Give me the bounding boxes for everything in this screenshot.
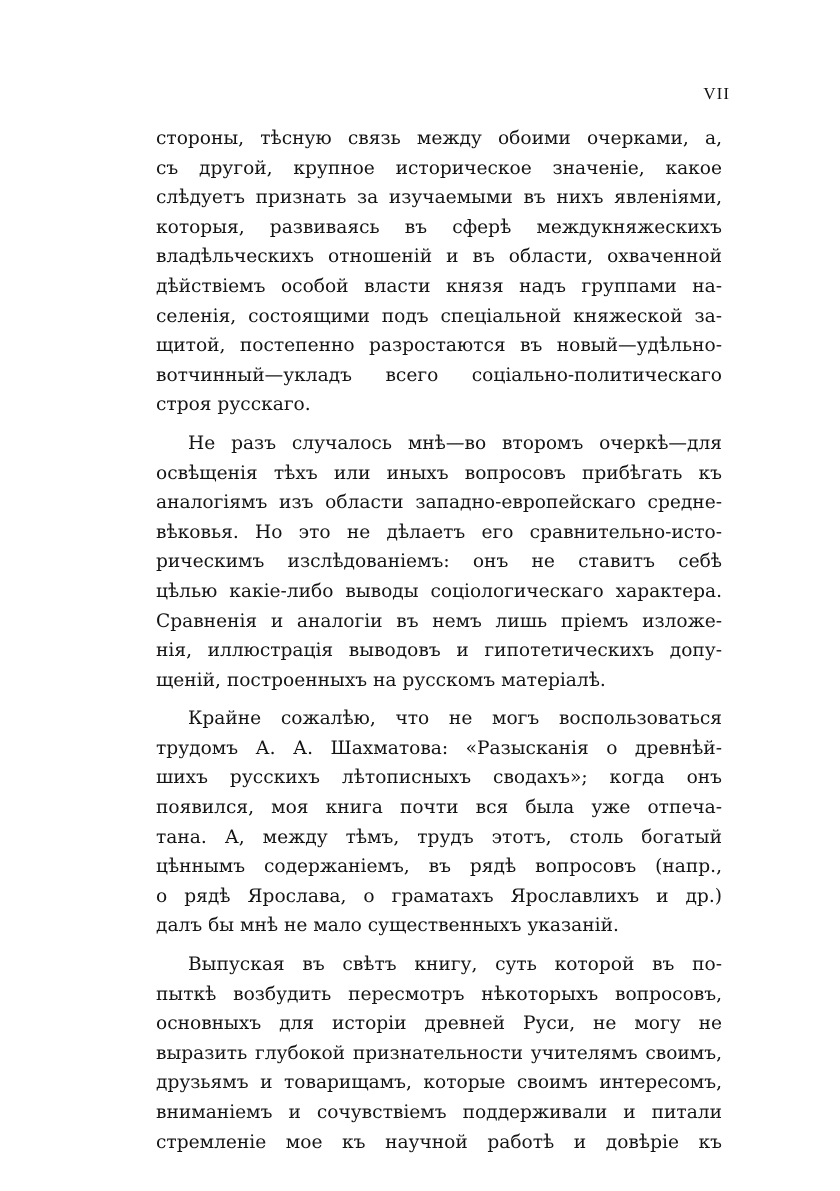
text-line: аналогіямъ изъ области западно-европейскаго средне-	[156, 492, 722, 514]
text-line: о рядѣ Ярослава, о граматахъ Ярославлихъ и др.)	[156, 885, 722, 907]
text-line: Крайне сожалѣю, что не могъ воспользоваться	[188, 708, 722, 730]
text-line: цѣлью какіе-либо выводы соціологическаго характера.	[156, 580, 722, 602]
text-line: вниманіемъ и сочувствіемъ поддерживали и питали	[156, 1102, 722, 1123]
paragraph-3	[156, 704, 722, 941]
paragraph-1	[156, 124, 722, 420]
text-line: тана. А, между тѣмъ, трудъ этотъ, столь богатый	[156, 826, 722, 848]
paragraph-2	[156, 429, 722, 695]
text-line: Сравненія и аналогіи въ немъ лишь пріемъ изложе-	[156, 610, 722, 632]
text-line: щеній, построенныхъ на русскомъ матеріалѣ.	[156, 669, 606, 691]
text-line: цѣннымъ содержаніемъ, въ рядѣ вопросовъ (напр.,	[156, 856, 722, 878]
text-line: съ другой, крупное историческое значеніе, какое	[156, 157, 722, 179]
text-line: которыя, развиваясь въ сферѣ междукняжескихъ	[156, 216, 722, 238]
text-line: пыткѣ возбудить пересмотръ нѣкоторыхъ вопросовъ,	[156, 983, 722, 1005]
text-line: владѣльческихъ отношеній и въ области, охваченной	[156, 246, 722, 268]
text-line: шихъ русскихъ лѣтописныхъ сводахъ»; когда онъ	[156, 767, 722, 789]
paragraph-4	[156, 950, 722, 1157]
text-line: стороны, тѣсную связь между обоими очерками, а,	[156, 128, 722, 149]
text-line: освѣщенія тѣхъ или иныхъ вопросовъ прибѣгать къ	[156, 462, 722, 484]
text-line: селенія, состоящими подъ спеціальной княжеской за-	[156, 305, 722, 327]
text-line: нія, иллюстрація выводовъ и гипотетическихъ допу-	[156, 640, 722, 662]
text-line: стремленіе мое къ научной работѣ и довѣріе къ	[156, 1131, 722, 1153]
text-line: вѣковья. Но это не дѣлаетъ его сравнительно-исто-	[156, 521, 722, 543]
text-line: рическимъ изслѣдованіемъ: онъ не ставитъ себѣ	[156, 551, 722, 573]
text-line: Не разъ случалось мнѣ—во второмъ очеркѣ—для	[188, 432, 722, 454]
text-line: дѣйствіемъ особой власти князя надъ группами на-	[156, 275, 722, 297]
text-line: появился, моя книга почти вся была уже отпеча-	[156, 797, 722, 819]
text-line: строя русскаго.	[156, 394, 311, 416]
text-line: выразить глубокой признательности учителямъ своимъ,	[156, 1042, 722, 1064]
text-line: Выпуская въ свѣтъ книгу, суть которой въ по-	[188, 954, 722, 976]
text-line: трудомъ А. А. Шахматова: «Разысканія о древнѣй-	[156, 737, 722, 759]
text-line: вотчинный—укладъ всего соціально-политическаго	[156, 364, 722, 386]
text-line: слѣдуетъ признать за изучаемыми въ нихъ явленіями,	[156, 187, 722, 209]
text-line: далъ бы мнѣ не мало существенныхъ указаній.	[156, 915, 619, 937]
text-line: друзьямъ и товарищамъ, которые своимъ интересомъ,	[156, 1072, 722, 1094]
text-line: щитой, постепенно разростаются въ новый—удѣльно-	[156, 335, 722, 357]
page-number: VII	[703, 84, 730, 103]
text-line: основныхъ для исторіи древней Руси, не могу не	[156, 1013, 722, 1035]
body-text	[156, 124, 722, 1166]
